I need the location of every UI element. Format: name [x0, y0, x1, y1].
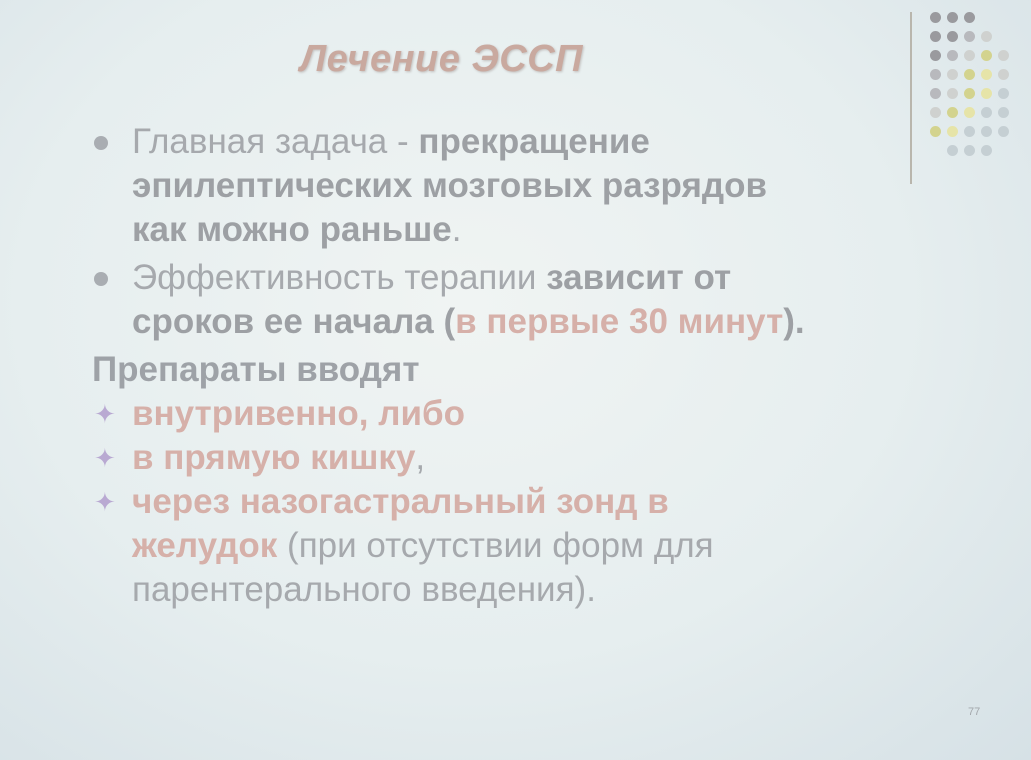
- text-line: [132, 436, 894, 480]
- decor-dot-icon: [981, 31, 992, 42]
- decor-dot-icon: [947, 107, 958, 118]
- text-segment: (при отсутствии форм для: [277, 526, 714, 565]
- decor-dot-icon: [964, 69, 975, 80]
- text-line: [132, 256, 894, 300]
- bullet-dot-icon: [94, 136, 108, 150]
- text-segment: желудок: [132, 526, 278, 565]
- text-segment: ,: [415, 438, 426, 477]
- decor-dot-icon: [947, 145, 958, 156]
- bullet-star-icon: ✦: [94, 399, 116, 429]
- decor-dot-icon: [981, 126, 992, 137]
- text-segment: Главная задача -: [132, 122, 419, 161]
- decor-dot-icon: [998, 50, 1009, 61]
- bullet-item: [94, 120, 894, 252]
- text-line: [132, 568, 894, 612]
- text-line: [132, 300, 894, 344]
- text-segment: .: [451, 210, 462, 249]
- decor-dot-icon: [981, 88, 992, 99]
- decor-dot-icon: [930, 126, 941, 137]
- text-segment: эпилептических мозговых разрядов: [132, 166, 767, 205]
- decor-dot-icon: [998, 69, 1009, 80]
- route-list: [94, 392, 894, 612]
- text-segment: в первые 30 минут: [455, 302, 784, 341]
- decor-dot-icon: [947, 50, 958, 61]
- decor-dot-icon: [998, 126, 1009, 137]
- bullet-star-icon: ✦: [94, 443, 116, 473]
- decor-dot-icon: [964, 145, 975, 156]
- decor-dot-icon: [964, 12, 975, 23]
- decor-dot-icon: [981, 50, 992, 61]
- decor-dot-icon: [947, 12, 958, 23]
- text-line: [132, 208, 894, 252]
- decor-dot-icon: [998, 107, 1009, 118]
- text-line: [132, 392, 894, 436]
- text-segment: в прямую кишку: [132, 438, 416, 477]
- bullet-dot-icon: [94, 272, 108, 286]
- bullet-star-icon: ✦: [94, 487, 116, 517]
- bullet-item: [94, 256, 894, 344]
- decor-dot-icon: [981, 145, 992, 156]
- page-number: 77: [968, 706, 981, 718]
- text-segment: ).: [783, 302, 805, 341]
- decor-dot-icon: [930, 88, 941, 99]
- decor-dot-icon: [930, 12, 941, 23]
- decor-dot-icon: [947, 69, 958, 80]
- text-segment: прекращение: [418, 122, 650, 161]
- decor-dot-icon: [964, 88, 975, 99]
- decor-dot-icon: [947, 88, 958, 99]
- decor-dot-icon: [930, 50, 941, 61]
- decor-dot-icon: [981, 107, 992, 118]
- text-line: [132, 164, 894, 208]
- decor-dot-icon: [964, 107, 975, 118]
- text-line: [132, 120, 894, 164]
- decor-dot-icon: [998, 88, 1009, 99]
- decorative-divider: [910, 12, 912, 184]
- decor-dot-icon: [981, 69, 992, 80]
- slide-body: [94, 120, 894, 612]
- text-segment: сроков ее начала (: [132, 302, 456, 341]
- route-item: [94, 436, 894, 480]
- decor-dot-icon: [930, 31, 941, 42]
- route-item: [94, 480, 894, 612]
- decor-dot-icon: [964, 31, 975, 42]
- text-line: [132, 524, 894, 568]
- decor-dot-icon: [947, 126, 958, 137]
- decor-dot-icon: [964, 126, 975, 137]
- decor-dot-icon: [930, 107, 941, 118]
- route-item: [94, 392, 894, 436]
- decor-dot-icon: [930, 69, 941, 80]
- decor-dot-icon: [964, 50, 975, 61]
- bullet-list: [94, 120, 894, 344]
- subheading: Препараты вводят: [92, 350, 420, 389]
- decor-dot-icon: [947, 31, 958, 42]
- text-segment: через назогастральный зонд в: [132, 482, 669, 521]
- text-line: [132, 480, 894, 524]
- text-segment: зависит от: [546, 258, 732, 297]
- text-segment: внутривенно, либо: [132, 394, 465, 433]
- text-segment: парентерального введения).: [132, 570, 596, 609]
- text-segment: Эффективность терапии: [132, 258, 547, 297]
- text-segment: как можно раньше: [132, 210, 452, 249]
- slide-title: Лечение ЭССП: [300, 38, 583, 80]
